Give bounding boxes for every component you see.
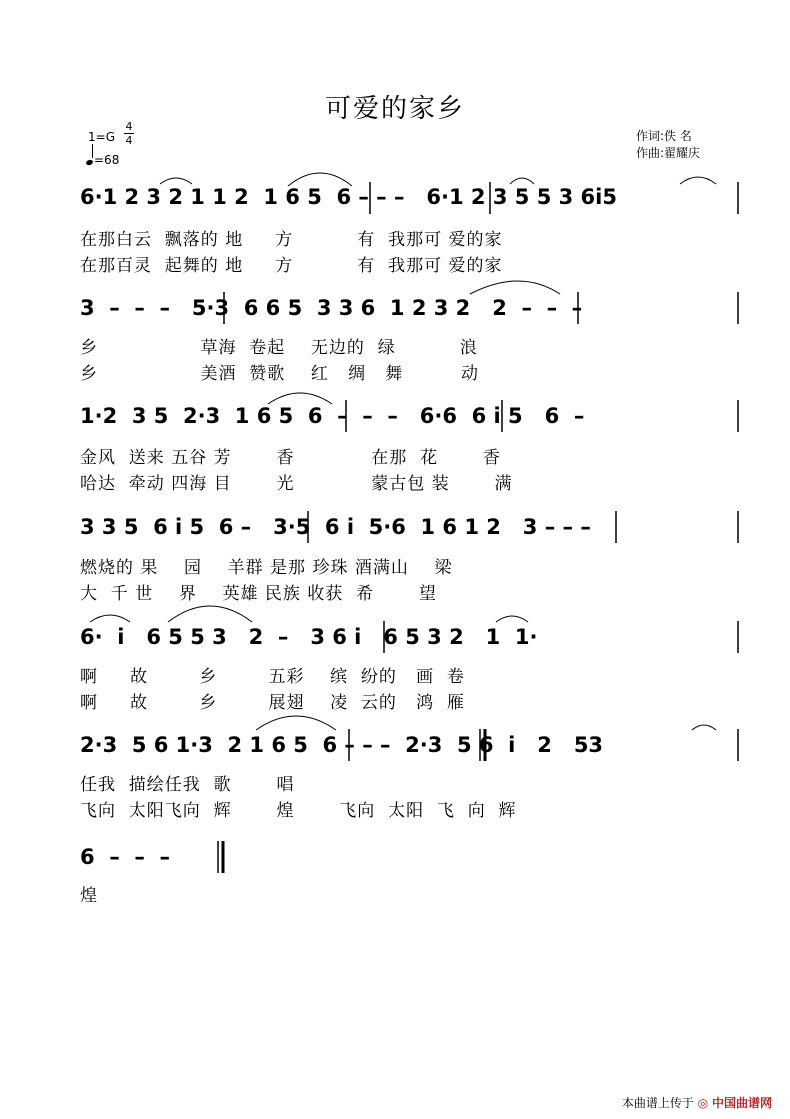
time-signature-bottom: 4 [125,134,133,147]
lyricist-credit: 作词:佚 名 [636,129,692,143]
lyrics-line-2: 哈达 牵动 四海 目 光 蒙古包 装 满 [80,474,513,494]
lyrics-line-2: 飞向 太阳飞向 辉 煌 飞向 太阳 飞 向 辉 [80,801,517,821]
notes-line: 3 – – – 5·3 6 6 5 3 3 6 1 2 3 2 2 – – – [80,296,583,320]
lyrics-line-1: 啊 故 乡 五彩 缤 纷的 画 卷 [80,667,465,687]
time-signature-top: 4 [125,120,133,133]
lyrics-line-1: 在那白云 飘落的 地 方 有 我那可 爱的家 [80,230,503,250]
page-title: 可爱的家乡 [324,94,465,124]
lyrics-line-1: 乡 草海 卷起 无边的 绿 浪 [80,338,478,358]
notes-line: 2·3 5 6 1·3 2 1 6 5 6 – – – 2·3 5 6 i 2 53 [80,733,604,757]
lyrics-line-2: 乡 美酒 赞歌 红 绸 舞 动 [80,364,479,384]
key-signature: 1=G [88,130,115,144]
lyrics-line-2: 啊 故 乡 展翅 凌 云的 鸿 雁 [80,693,465,713]
lyrics-line-1: 任我 描绘任我 歌 唱 [80,775,295,795]
notes-line: 6· i 6 5 5 3 2 – 3 6 i 6 5 3 2 1 1· [80,625,538,649]
composer-credit: 作曲:翟耀庆 [636,146,701,160]
notes-line: 3 3 5 6 i 5 6 – 3·5 6 i 5·6 1 6 1 2 3 – – – [80,515,591,539]
lyrics-line-1: 燃烧的 果 园 羊群 是那 珍珠 酒满山 梁 [80,558,453,578]
notes-line: 1·2 3 5 2·3 1 6 5 6 – – – 6·6 6 i 5 6 – [80,404,585,428]
lyrics-line-1: 煌 [80,886,98,906]
lyrics-line-1: 金风 送来 五谷 芳 香 在那 花 香 [80,448,501,468]
lyrics-line-2: 在那百灵 起舞的 地 方 有 我那可 爱的家 [80,256,503,276]
notes-line: 6 – – – [80,845,170,869]
tempo-value: =68 [94,153,120,167]
footer-brand: 中国曲谱网 [711,1096,772,1110]
footer-prefix: 本曲谱上传于 [621,1096,694,1110]
notes-line: 6·1 2 3 2 1 1 2 1 6 5 6 – – – 6·1 2 3 5 5 3 6i5 [80,185,617,209]
footer-credit [622,1094,772,1111]
lyrics-line-2: 大 千 世 界 英雄 民族 收获 希 望 [80,584,437,604]
site-logo-icon: ◎ [697,1096,709,1110]
